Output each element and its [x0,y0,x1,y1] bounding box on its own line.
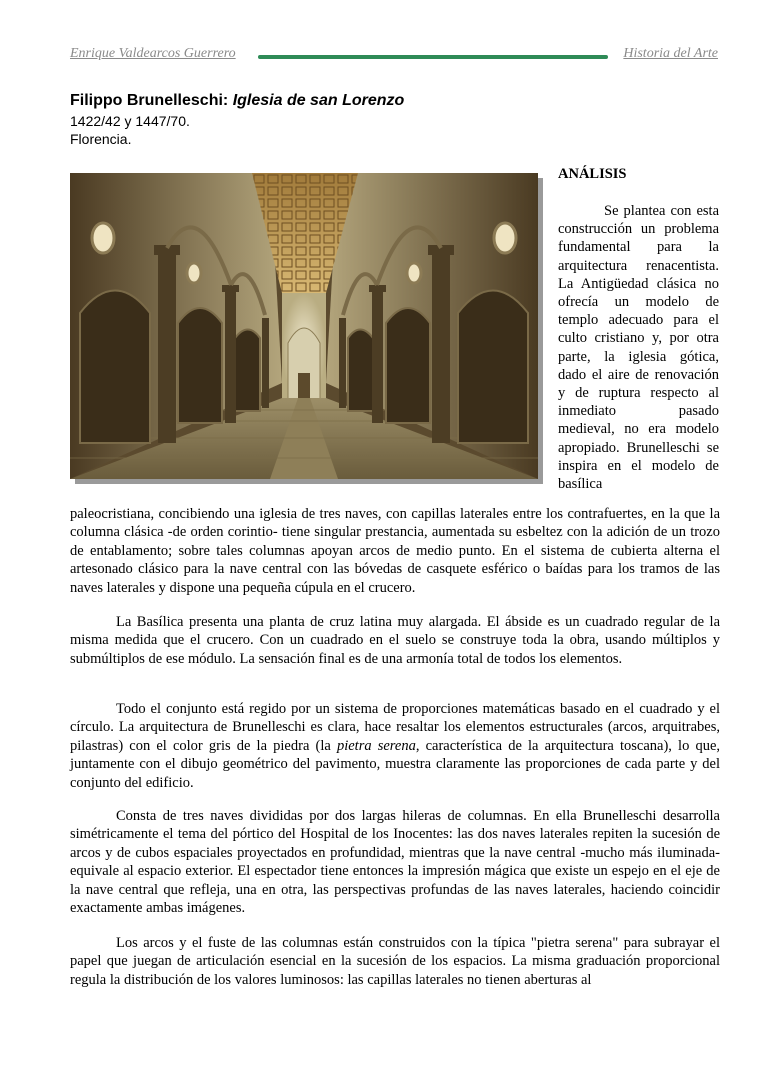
paragraph-proportions [70,700,720,792]
pietra-serena-term: pietra serena [336,737,416,754]
document-location: Florencia. [70,131,132,147]
document-title [70,92,404,110]
title-author: Filippo Brunelleschi: [70,92,233,109]
header-rule [258,55,608,59]
paragraph-floor-plan: La Basílica presenta una planta de cruz latina muy alargada. El ábside es un cuadrado regular de la misma medida que el crucero. Con un cuadrado en el suelo se construye toda la obra, usando múltiplos y submúltiplos de ese módulo. La sensación final es de una armonía total de todos los elementos. [70,614,720,667]
church-interior-photo [70,173,538,479]
proportions-text-end: , característica de la arquitectura toscana), lo que, juntamente con el dibujo geométrico del pavimento, muestra claramente las proporciones de cada parte y del conjunto del edificio. [70,737,721,791]
paragraph-naves: Consta de tres naves divididas por dos largas hileras de columnas. En ella Brunelleschi desarrolla simétricamente el tema del pórtico del Hospital de los Inocentes: las dos naves laterales repiten la sucesión de arcos y de cubos espaciales proyectados en profundidad, mientras que la nave central -mucho más iluminada- equivale al espacio exterior. El espectador tiene entonces la impresión mágica que existe un espejo en el eje de la nave central que refleja, una en otra, las perspectivas profundas de las naves laterales, haciendo coincidir exactamente ambas imágenes. [70,808,720,917]
paragraph-arches: Los arcos y el fuste de las columnas están construidos con la típica "pietra serena" para subrayar el papel que juegan de articulación esencial en la sucesión de los espacios. La misma graduación proporcional regula la distribución de los valores luminosos: las capillas laterales no tienen aberturas al [70,935,720,988]
header-author: Enrique Valdearcos Guerrero [70,46,236,61]
header-subject: Historia del Arte [623,46,718,61]
paragraph-continuation: paleocristiana, concibiendo una iglesia de tres naves, con capillas laterales entre los contrafuertes, en la que la columna clásica -de orden corintio- tiene singular prestancia, aumentada su esbeltez con la adición de un trozo de entablamento; sobre tales columnas apoyan arcos de medio punto. En el sistema de cubierta alterna el artesonado clásico para la nave central con las bóvedas de casquete esférico o baídas para los tramos de las naves laterales y dispone una pequeña cúpula en el crucero. [70,506,720,596]
analysis-heading: ANÁLISIS [558,166,627,182]
analysis-side-text: Se plantea con esta construcción un problema fundamental para la arquitectura renacentista. La Antigüedad clásica no ofrecía un modelo de templo adecuado para el culto cristiano y, por otra parte, la iglesia gótica, dado el aire de renovación y de ruptura respecto al inmediato pasado medieval, no era modelo apropiado. Brunelleschi se inspira en el modelo de basílica [558,203,719,493]
title-work: Iglesia de san Lorenzo [232,92,405,109]
document-dates: 1422/42 y 1447/70. [70,113,190,129]
page-header [70,46,718,66]
proportions-text-start: Todo el conjunto está regido por un sistema de proporciones matemáticas basado en el cuadrado y el círculo. La arquitectura de Brunelleschi es clara, hace resaltar los elementos estructurales (arcos, arquitrabes, pilastras) con el color gris de la piedra (la [70,701,720,754]
